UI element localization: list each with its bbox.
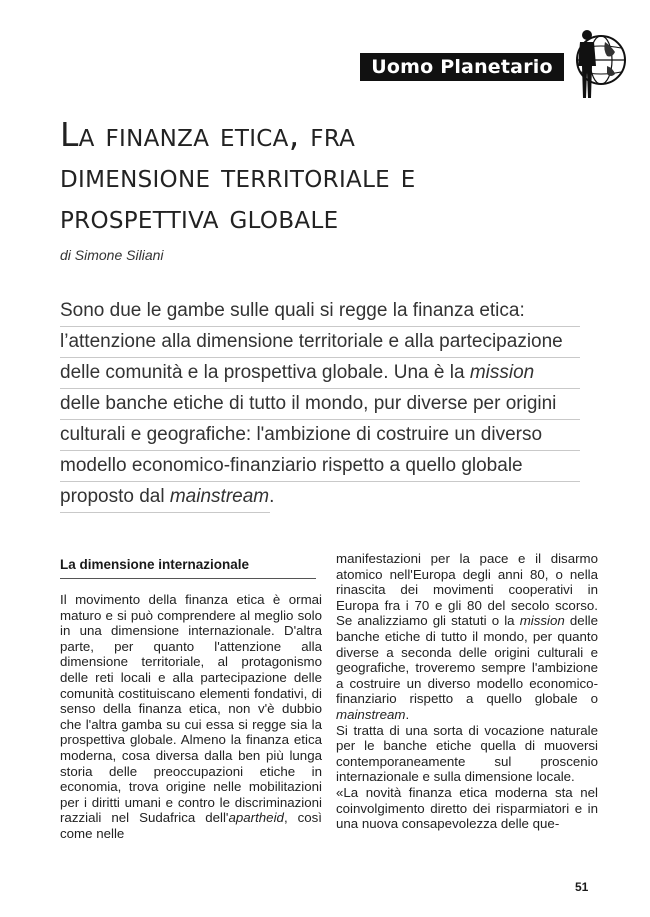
lead-line: delle banche etiche di tutto il mondo, pur diverse per origini [60,389,580,420]
lead-line: Sono due le gambe sulle quali si regge la finanza etica: [60,296,580,327]
body-paragraph: «La novità finanza etica moderna sta nel coinvolgimento diretto dei risparmiatori e in una nuova consapevolezza delle que- [336,784,598,832]
lead-text: proposto dal [60,486,170,507]
body-paragraph: Si tratta di una sorta di vocazione naturale per le banche etiche quella di muoversi contemporaneamente sul proscenio internazionale e sulla dimensione locale. [336,722,598,785]
lead-italic: mission [469,362,535,383]
lead-line: culturali e geografiche: l'ambizione di costruire un diverso [60,420,580,451]
lead-line: proposto dal mainstream. [60,482,270,513]
globe-man-icon [567,24,627,104]
lead-line: modello economico-finanziario rispetto a quello globale [60,451,580,482]
lead-text: delle comunità e la prospettiva globale. Una è la [60,362,470,383]
lead-line [60,358,580,389]
section-label: Uomo Planetario [360,53,564,81]
author-byline: di Simone Siliani [60,247,164,263]
article-title [60,114,620,237]
body-paragraph: manifestazioni per la pace e il disarmo atomico nell'Europa degli anni 80, o nella rinascita dei movimenti cooperativi in Europa fra i 70 e gli 80 del secolo scorso. Se analizziamo gli statuti o la mission delle banche etiche di tutto il mondo, per quanto diverse a seconda delle origini culturali e geografiche, troveremo sempre l'ambizione a costruire un diverso modello economico-finanziario rispetto a quello globale o mainstream. [336,551,598,722]
left-column [60,592,322,842]
title-line: dimensione territoriale e [60,156,416,195]
right-column [336,551,598,832]
title-line: La finanza etica, fra [60,115,356,154]
page-number: 51 [575,880,589,894]
lead-paragraph [60,296,580,513]
section-heading: La dimensione internazionale [60,557,316,579]
body-paragraph: Il movimento della finanza etica è ormai maturo e si può comprendere al meglio solo in una dimensione internazionale. D'altra parte, per quanto l'attenzione alla dimensione territoriale, al protagonismo delle reti locali e alla partecipazione delle comunità costituiscano elementi fondativi, di senso della finanza etica, non v'è dubbio che l'altra gamba su cui essa si regge sia la prospettiva globale. Almeno la finanza etica moderna, cosa diversa dalla ben più lunga storia delle preoccupazioni etiche in economia, trova origine nelle mobilitazioni per i diritti umani e contro le discriminazioni razziali nel Sudafrica dell'apartheid, così come nelle [60,592,322,841]
title-line: prospettiva globale [60,197,339,236]
lead-line: l’attenzione alla dimensione territoriale e alla partecipazione [60,327,580,358]
lead-italic: mainstream [169,486,270,507]
